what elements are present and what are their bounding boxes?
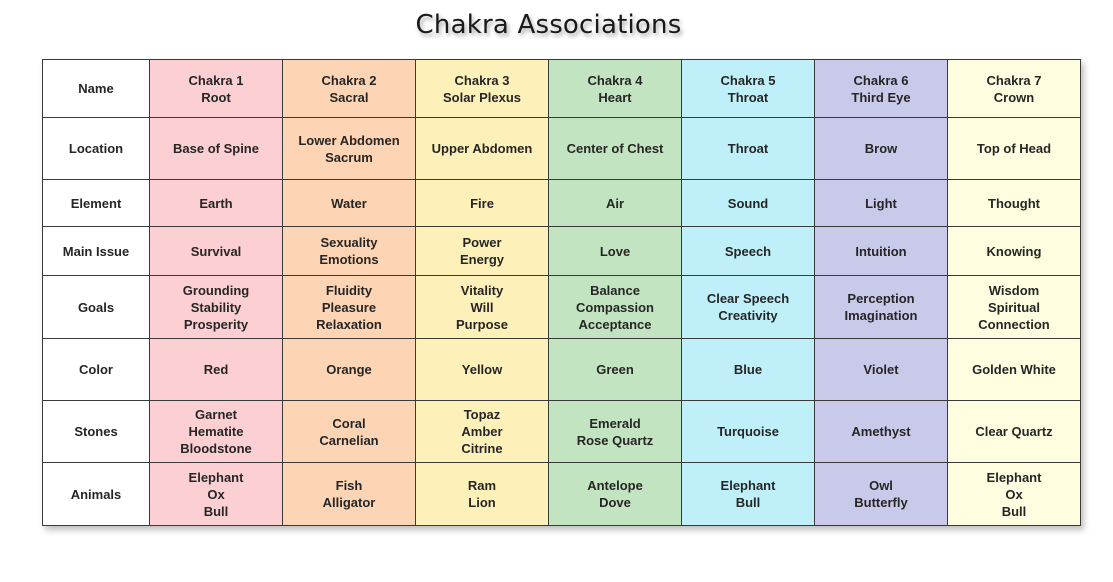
table-cell: Fluidity Pleasure Relaxation: [283, 276, 416, 339]
table-cell: Fish Alligator: [283, 463, 416, 526]
table-cell: Coral Carnelian: [283, 401, 416, 463]
table-row: [43, 339, 1081, 401]
table-cell: Clear Quartz: [948, 401, 1081, 463]
table-cell: Power Energy: [416, 227, 549, 276]
table-cell: Violet: [815, 339, 948, 401]
table-row: [43, 118, 1081, 180]
table-cell: Turquoise: [682, 401, 815, 463]
table-cell: Fire: [416, 180, 549, 227]
table-cell: Intuition: [815, 227, 948, 276]
table-cell: Chakra 7 Crown: [948, 60, 1081, 118]
table-cell: Water: [283, 180, 416, 227]
table-cell: Red: [150, 339, 283, 401]
table-cell: Upper Abdomen: [416, 118, 549, 180]
table-cell: Topaz Amber Citrine: [416, 401, 549, 463]
table-cell: Ram Lion: [416, 463, 549, 526]
table-cell: Chakra 6 Third Eye: [815, 60, 948, 118]
table-cell: Elephant Ox Bull: [150, 463, 283, 526]
table-cell: Light: [815, 180, 948, 227]
table-cell: Balance Compassion Acceptance: [549, 276, 682, 339]
table-row: [43, 463, 1081, 526]
page-title: Chakra Associations: [415, 10, 682, 40]
table-row: [43, 276, 1081, 339]
table-cell: Top of Head: [948, 118, 1081, 180]
table-cell: Brow: [815, 118, 948, 180]
table-cell: Owl Butterfly: [815, 463, 948, 526]
table-cell: Green: [549, 339, 682, 401]
table-cell: Blue: [682, 339, 815, 401]
table-cell: Amethyst: [815, 401, 948, 463]
row-header: Main Issue: [43, 227, 150, 276]
table-cell: Wisdom Spiritual Connection: [948, 276, 1081, 339]
table-cell: Perception Imagination: [815, 276, 948, 339]
table-cell: Earth: [150, 180, 283, 227]
table-cell: Air: [549, 180, 682, 227]
table-cell: Center of Chest: [549, 118, 682, 180]
row-header: Stones: [43, 401, 150, 463]
chakra-table: [42, 59, 1081, 526]
table-cell: Chakra 1 Root: [150, 60, 283, 118]
table-cell: Antelope Dove: [549, 463, 682, 526]
row-header: Color: [43, 339, 150, 401]
table-row: [43, 60, 1081, 118]
table-cell: Survival: [150, 227, 283, 276]
table-cell: Sexuality Emotions: [283, 227, 416, 276]
table-cell: Grounding Stability Prosperity: [150, 276, 283, 339]
table-cell: Chakra 2 Sacral: [283, 60, 416, 118]
table-cell: Emerald Rose Quartz: [549, 401, 682, 463]
row-header: Goals: [43, 276, 150, 339]
table-cell: Chakra 3 Solar Plexus: [416, 60, 549, 118]
table-cell: Speech: [682, 227, 815, 276]
row-header: Element: [43, 180, 150, 227]
table-cell: Chakra 5 Throat: [682, 60, 815, 118]
table-cell: Chakra 4 Heart: [549, 60, 682, 118]
table-cell: Orange: [283, 339, 416, 401]
table-cell: Knowing: [948, 227, 1081, 276]
table-cell: Yellow: [416, 339, 549, 401]
table-row: [43, 401, 1081, 463]
table-cell: Love: [549, 227, 682, 276]
table-cell: Lower Abdomen Sacrum: [283, 118, 416, 180]
table-cell: Garnet Hematite Bloodstone: [150, 401, 283, 463]
table-cell: Elephant Bull: [682, 463, 815, 526]
row-header: Name: [43, 60, 150, 118]
row-header: Location: [43, 118, 150, 180]
table-cell: Clear Speech Creativity: [682, 276, 815, 339]
table-cell: Sound: [682, 180, 815, 227]
row-header: Animals: [43, 463, 150, 526]
table-cell: Base of Spine: [150, 118, 283, 180]
table-cell: Vitality Will Purpose: [416, 276, 549, 339]
table-cell: Thought: [948, 180, 1081, 227]
table-cell: Elephant Ox Bull: [948, 463, 1081, 526]
table-row: [43, 227, 1081, 276]
table-cell: Golden White: [948, 339, 1081, 401]
table-row: [43, 180, 1081, 227]
table-cell: Throat: [682, 118, 815, 180]
